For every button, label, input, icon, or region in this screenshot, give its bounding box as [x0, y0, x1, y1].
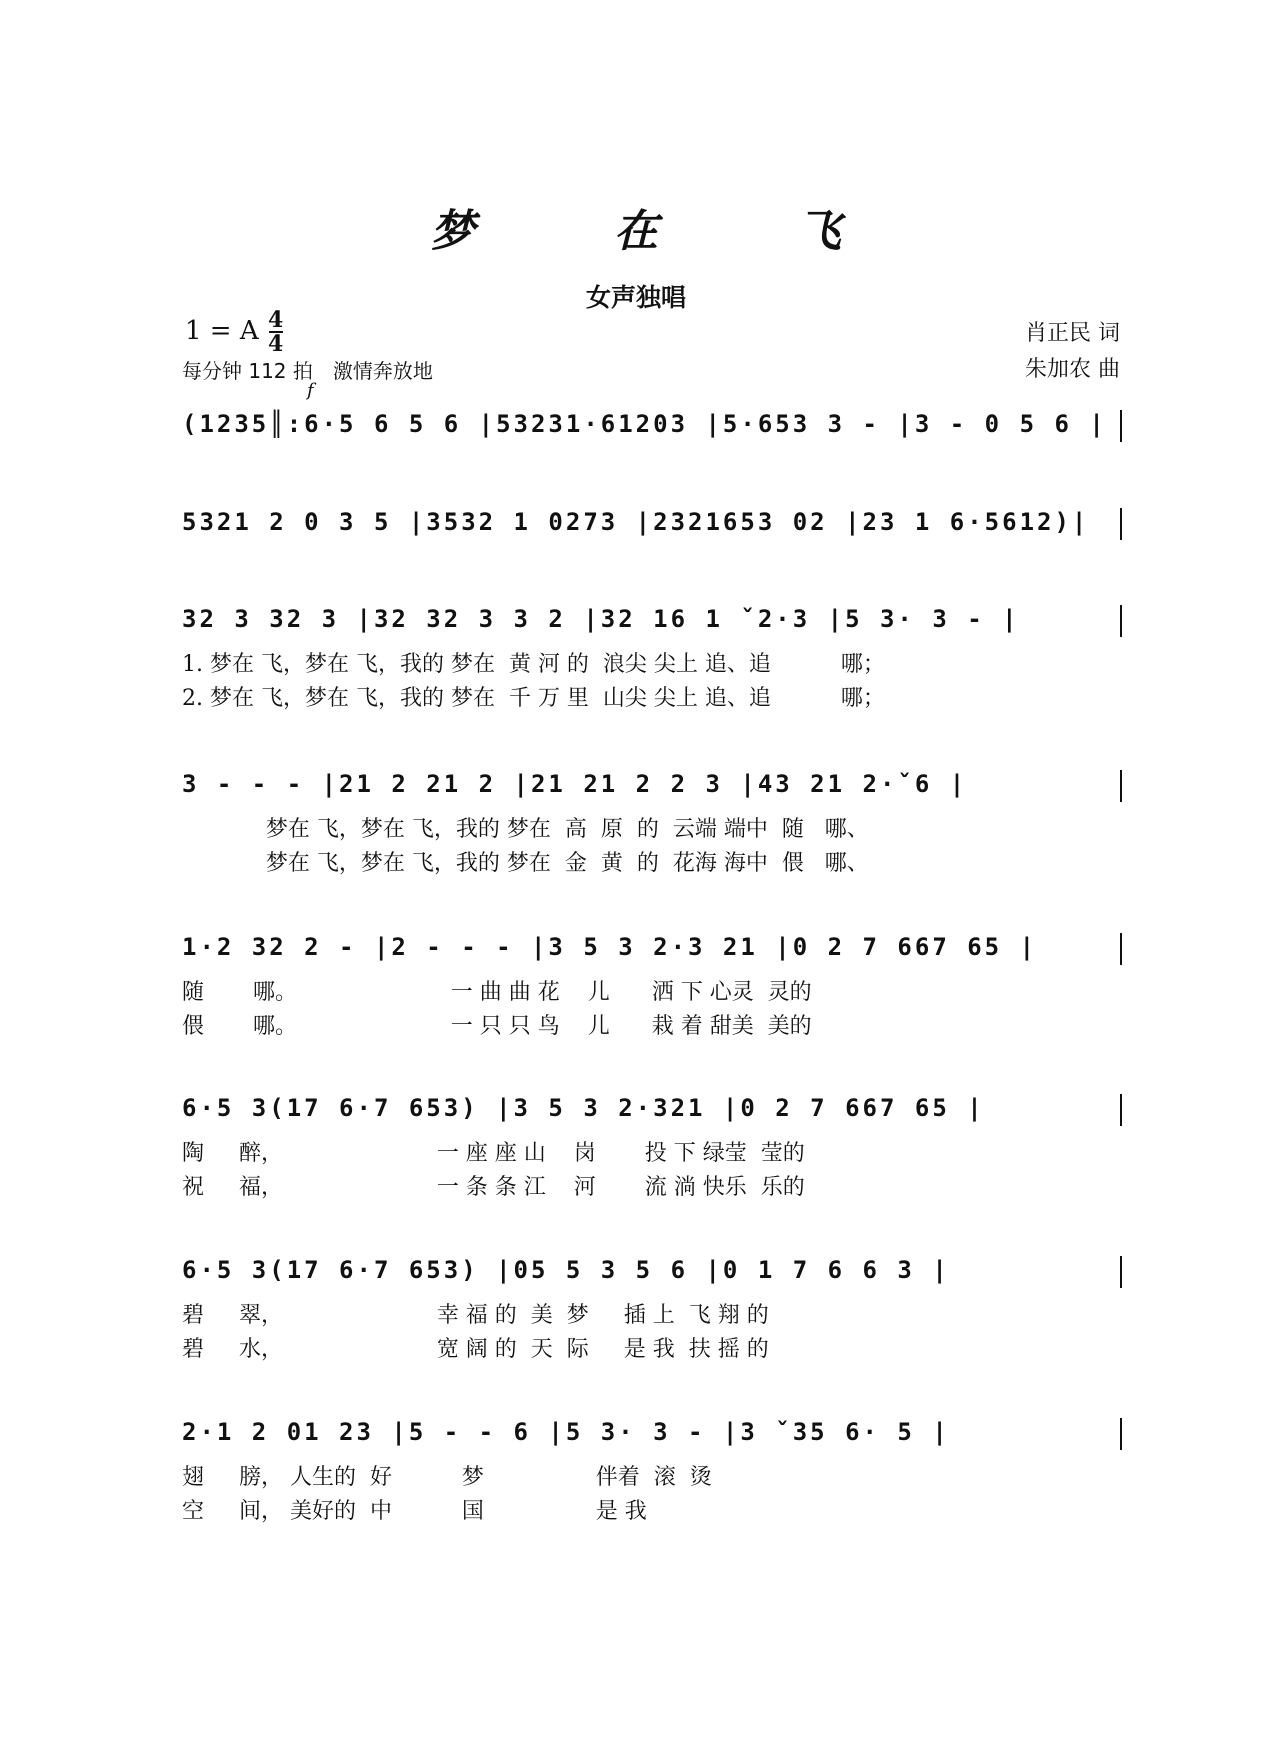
notation-line: 1·2 32 2 - |2 - - - |3 5 3 2·3 21 |0 2 7 667 65 |	[182, 933, 1038, 961]
notation-line: 6·5 3(17 6·7 653) |3 5 3 2·321 |0 2 7 667 65 |	[182, 1094, 985, 1122]
lyric-verse-1: 陶 醉， 一 座 座 山 岗 投 下 绿莹 莹的	[182, 1141, 805, 1166]
lyric-verse-1: 随 哪。 一 曲 曲 花 儿 洒 下 心灵 灵的	[182, 980, 812, 1005]
song-subtitle: 女声独唱	[585, 283, 686, 312]
notation-line: 5321 2 0 3 5 |3532 1 0273 |2321653 02 |23 1 6·5612)|	[182, 508, 1090, 536]
barline	[1120, 508, 1122, 540]
tempo-marking: 每分钟 112 拍 激情奔放地	[182, 359, 433, 383]
lyric-verse-1: 翅 膀， 人生的 好 梦 伴着 滚 烫	[182, 1465, 712, 1490]
notation-line: 3 - - - |21 2 21 2 |21 21 2 2 3 |43 21 2·ˇ6 |	[182, 770, 968, 798]
music-system	[182, 1418, 1122, 1524]
music-system	[182, 410, 1122, 450]
lyric-verse-1: 梦在 飞，梦在 飞，我的 梦在 高 原 的 云端 端中 随 哪、	[182, 817, 869, 842]
music-system	[182, 1256, 1122, 1362]
music-system	[182, 605, 1122, 711]
dynamic-marking: f	[307, 380, 314, 401]
barline	[1120, 770, 1122, 802]
barline	[1120, 933, 1122, 965]
lyric-verse-1: 1. 梦在 飞，梦在 飞，我的 梦在 黄 河 的 浪尖 尖上 追、追 哪；	[182, 652, 885, 677]
composer-credit: 朱加农 曲	[1025, 357, 1120, 382]
barline	[1120, 1418, 1122, 1450]
key-signature: 1 = A	[185, 316, 259, 346]
music-system	[182, 508, 1122, 548]
lyric-verse-2: 空 间， 美好的 中 国 是 我	[182, 1499, 647, 1524]
barline	[1120, 1094, 1122, 1126]
lyric-verse-2: 偎 哪。 一 只 只 鸟 儿 栽 着 甜美 美的	[182, 1014, 812, 1039]
notation-line: 2·1 2 01 23 |5 - - 6 |5 3· 3 - |3 ˇ35 6· 5 |	[182, 1418, 950, 1446]
music-system	[182, 933, 1122, 1039]
lyric-verse-2: 祝 福， 一 条 条 江 河 流 淌 快乐 乐的	[182, 1175, 805, 1200]
lyricist-credit: 肖正民 词	[1025, 321, 1120, 346]
lyric-verse-2: 梦在 飞，梦在 飞，我的 梦在 金 黄 的 花海 海中 偎 哪、	[182, 851, 869, 876]
notation-line: 6·5 3(17 6·7 653) |05 5 3 5 6 |0 1 7 6 6 3 |	[182, 1256, 950, 1284]
lyric-verse-2: 碧 水， 宽 阔 的 天 际 是 我 扶 摇 的	[182, 1337, 769, 1362]
song-title: 梦 在 飞	[430, 206, 904, 257]
notation-line: (1235║:6·5 6 5 6 |53231·61203 |5·653 3 - |3 - 0 5 6 |	[182, 410, 1107, 438]
barline	[1120, 410, 1122, 442]
barline	[1120, 605, 1122, 637]
time-signature-bottom: 4	[268, 331, 284, 357]
music-system	[182, 1094, 1122, 1200]
music-system	[182, 770, 1122, 876]
barline	[1120, 1256, 1122, 1288]
lyric-verse-1: 碧 翠， 幸 福 的 美 梦 插 上 飞 翔 的	[182, 1303, 769, 1328]
time-signature	[268, 307, 284, 357]
lyric-verse-2: 2. 梦在 飞，梦在 飞，我的 梦在 千 万 里 山尖 尖上 追、追 哪；	[182, 686, 885, 711]
notation-line: 32 3 32 3 |32 32 3 3 2 |32 16 1 ˇ2·3 |5 3· 3 - |	[182, 605, 1020, 633]
time-signature-top: 4	[268, 307, 284, 333]
